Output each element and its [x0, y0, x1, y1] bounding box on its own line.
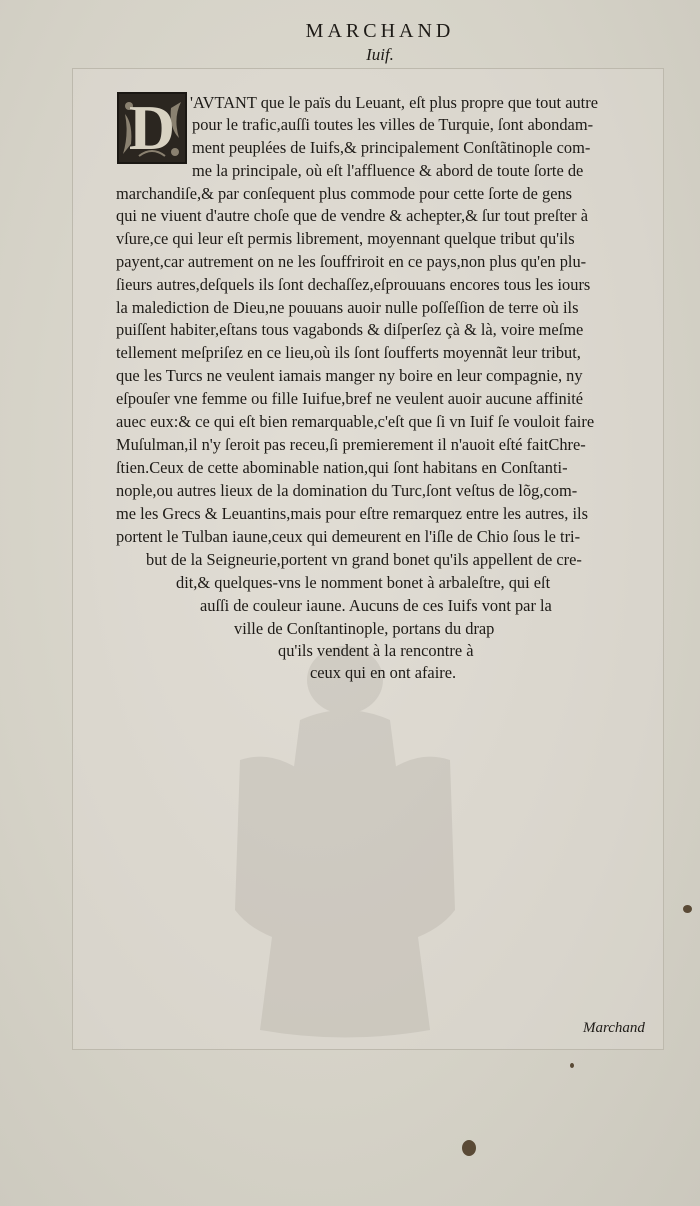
- ink-stain: [683, 905, 692, 913]
- text-line: eſpouſer vne femme ou fille Iuifue,bref ne veulent auoir aucune affinité: [116, 389, 584, 408]
- text-line: me les Grecs & Leuantins,mais pour eſtre remarquez entre les autres, ils: [116, 504, 588, 523]
- show-through-figure-icon: [180, 640, 510, 1040]
- text-line: puiſſent habiter,eſtans tous vagabonds & diſperſez çà & là, voire meſme: [116, 320, 584, 339]
- text-line: ceux qui en ont afaire.: [310, 663, 457, 682]
- text-line: auſſi de couleur iaune. Aucuns de ces Iuifs vont par la: [200, 596, 552, 615]
- text-line: que les Turcs ne veulent iamais manger ny boire en leur compagnie, ny: [116, 366, 583, 385]
- text-line: la malediction de Dieu,ne pouuans auoir nulle poſſeſſion de terre où ils: [116, 298, 579, 317]
- page-subtitle: Iuif.: [366, 45, 394, 64]
- text-line: me la principale, où eſt l'affluence & abord de toute ſorte de: [192, 161, 584, 180]
- text-line: marchandiſe,& par conſequent plus commode pour cette ſorte de gens: [116, 184, 573, 203]
- text-line: auec eux:& ce qui eſt bien remarquable,c'eſt que ſi vn Iuif ſe vouloit faire: [116, 412, 595, 431]
- text-line: qu'ils vendent à la rencontre à: [278, 641, 474, 660]
- text-line: dit,& quelques-vns le nomment bonet à arbaleſtre, qui eſt: [176, 573, 551, 592]
- text-line: tellement meſpriſez en ce lieu,où ils ſont ſoufferts moyennãt leur tribut,: [116, 343, 581, 362]
- text-line: ment peuplées de Iuifs,& principalement Conſtãtinople com-: [192, 138, 591, 157]
- drop-cap-letter: D: [128, 92, 176, 163]
- page-title: MARCHAND: [305, 20, 455, 42]
- text-line: but de la Seigneurie,portent vn grand bonet qu'ils appellent de cre-: [146, 550, 582, 569]
- text-line: pour le trafic,auſſi toutes les villes de Turquie, ſont abondam-: [192, 115, 594, 134]
- ink-stain: [570, 1063, 574, 1068]
- text-line: portent le Tulban iaune,ceux qui demeurent en l'iſle de Chio ſous le tri-: [116, 527, 581, 546]
- text-line: qui ne viuent d'autre choſe que de vendre & achepter,& ſur tout preſter à: [116, 206, 588, 225]
- text-line: 'AVTANT que le païs du Leuant, eſt plus propre que tout autre: [190, 93, 598, 112]
- text-line: nople,ou autres lieux de la domination du Turc,ſont veſtus de lõg,com-: [116, 481, 578, 500]
- text-line: ſtien.Ceux de cette abominable nation,qui ſont habitans en Conſtanti-: [116, 458, 568, 477]
- text-line: payent,car autrement on ne les ſouffriroit en ce pays,non plus qu'en plu-: [116, 252, 587, 271]
- ink-stain: [462, 1140, 476, 1156]
- drop-cap: [117, 92, 187, 164]
- text-line: Muſulman,il n'y ſeroit pas receu,ſi premierement il n'auoit eſté faitChre-: [116, 435, 586, 454]
- text-line: vſure,ce qui leur eſt permis librement, moyennant quelque tribut qu'ils: [116, 229, 575, 248]
- text-line: ville de Conſtantinople, portans du drap: [234, 619, 495, 638]
- catchword: Marchand: [583, 1020, 645, 1036]
- text-line: ſieurs autres,deſquels ils ſont dechaſſez,eſprouuans encores tous les iours: [116, 275, 591, 294]
